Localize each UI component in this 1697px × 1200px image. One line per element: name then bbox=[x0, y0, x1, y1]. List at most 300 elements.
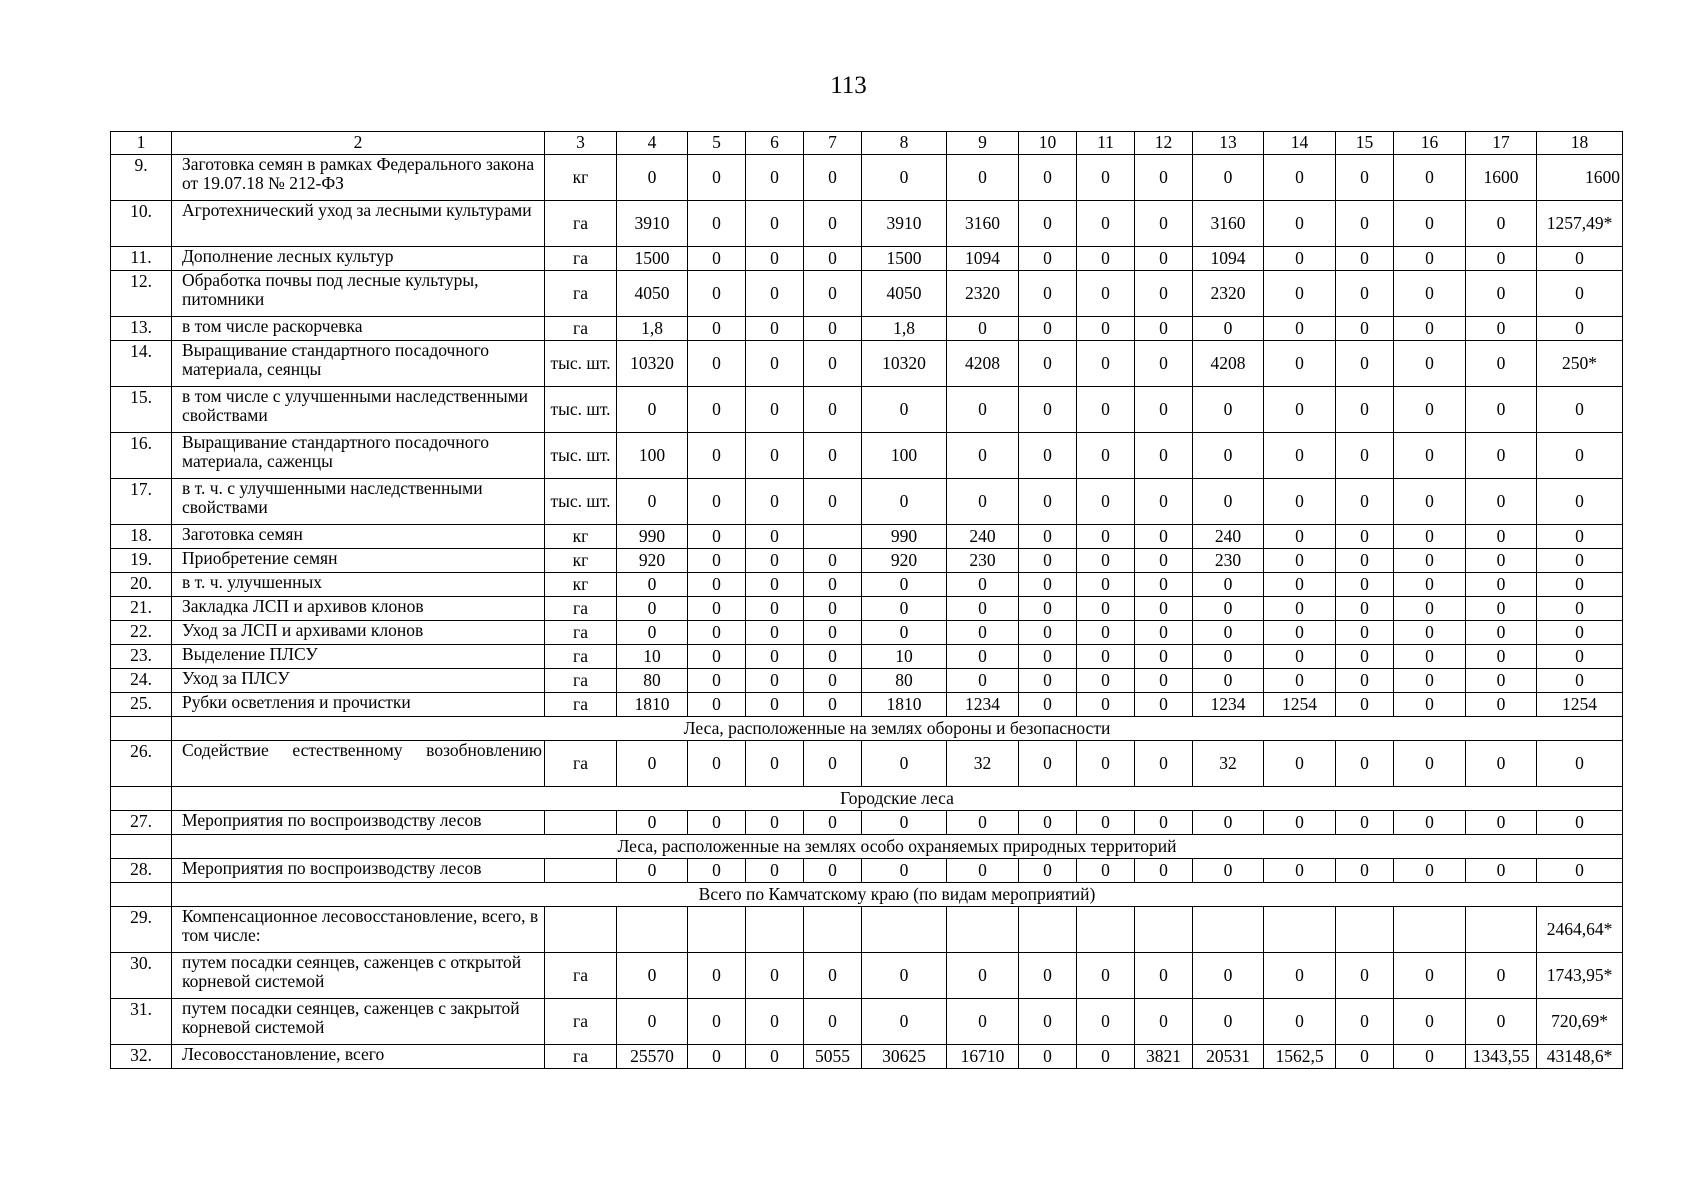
table-row bbox=[111, 341, 1623, 387]
value-cell: 0 bbox=[1135, 741, 1193, 787]
value-cell: 0 bbox=[1394, 621, 1466, 645]
value-cell: 0 bbox=[862, 859, 947, 883]
value-cell: 0 bbox=[1019, 479, 1077, 525]
row-number: 15. bbox=[111, 387, 172, 433]
value-cell: 0 bbox=[1193, 573, 1264, 597]
value-cell: 0 bbox=[1336, 693, 1394, 717]
section-empty-cell bbox=[111, 883, 172, 907]
value-cell: 0 bbox=[617, 999, 688, 1045]
value-cell: 100 bbox=[862, 433, 947, 479]
value-cell: 0 bbox=[1466, 525, 1537, 549]
value-cell: 4208 bbox=[947, 341, 1019, 387]
value-cell: 0 bbox=[688, 155, 746, 201]
value-cell: 230 bbox=[947, 549, 1019, 573]
value-cell: 0 bbox=[1394, 201, 1466, 247]
value-cell: 0 bbox=[1394, 811, 1466, 835]
table-row bbox=[111, 597, 1623, 621]
value-cell: 0 bbox=[1264, 549, 1336, 573]
value-cell: 0 bbox=[1466, 573, 1537, 597]
value-cell: 0 bbox=[1135, 573, 1193, 597]
value-cell: 0 bbox=[746, 621, 804, 645]
value-cell: 1,8 bbox=[862, 317, 947, 341]
section-row bbox=[111, 835, 1623, 859]
row-number: 17. bbox=[111, 479, 172, 525]
value-cell: 4050 bbox=[617, 271, 688, 317]
value-cell: 0 bbox=[617, 953, 688, 999]
unit-cell: га bbox=[545, 621, 617, 645]
reforestation-table bbox=[110, 131, 1623, 1069]
activity-name: путем посадки сеянцев, саженцев с закрытой корневой системой bbox=[172, 999, 545, 1045]
value-cell: 0 bbox=[804, 549, 862, 573]
unit-cell: га bbox=[545, 669, 617, 693]
value-cell: 0 bbox=[1394, 479, 1466, 525]
value-cell: 0 bbox=[1077, 693, 1135, 717]
value-cell: 0 bbox=[1077, 479, 1135, 525]
value-cell: 0 bbox=[1336, 387, 1394, 433]
value-cell: 0 bbox=[746, 433, 804, 479]
value-cell: 4208 bbox=[1193, 341, 1264, 387]
row-number: 21. bbox=[111, 597, 172, 621]
unit-cell: кг bbox=[545, 525, 617, 549]
value-cell: 0 bbox=[1264, 525, 1336, 549]
value-cell: 0 bbox=[1264, 433, 1336, 479]
value-cell: 80 bbox=[862, 669, 947, 693]
value-cell: 1600 bbox=[1537, 155, 1623, 201]
value-cell: 0 bbox=[746, 645, 804, 669]
value-cell: 0 bbox=[746, 693, 804, 717]
value-cell: 0 bbox=[1077, 201, 1135, 247]
value-cell bbox=[1193, 907, 1264, 953]
value-cell: 0 bbox=[1394, 1045, 1466, 1069]
value-cell: 0 bbox=[746, 525, 804, 549]
table-row bbox=[111, 953, 1623, 999]
value-cell: 0 bbox=[1336, 155, 1394, 201]
value-cell: 2320 bbox=[947, 271, 1019, 317]
value-cell: 0 bbox=[1466, 621, 1537, 645]
value-cell: 0 bbox=[1336, 341, 1394, 387]
unit-cell: га bbox=[545, 741, 617, 787]
value-cell: 4050 bbox=[862, 271, 947, 317]
value-cell: 0 bbox=[617, 597, 688, 621]
value-cell: 0 bbox=[1077, 597, 1135, 621]
value-cell: 0 bbox=[1394, 341, 1466, 387]
value-cell: 0 bbox=[1394, 741, 1466, 787]
activity-name: Приобретение семян bbox=[172, 549, 545, 573]
activity-name: Выделение ПЛСУ bbox=[172, 645, 545, 669]
value-cell: 0 bbox=[1466, 693, 1537, 717]
value-cell: 0 bbox=[746, 999, 804, 1045]
value-cell: 0 bbox=[1264, 387, 1336, 433]
value-cell: 0 bbox=[1466, 387, 1537, 433]
value-cell bbox=[1466, 907, 1537, 953]
value-cell: 250* bbox=[1537, 341, 1623, 387]
value-cell: 0 bbox=[1135, 479, 1193, 525]
table-row bbox=[111, 247, 1623, 271]
value-cell: 0 bbox=[1019, 201, 1077, 247]
value-cell: 0 bbox=[1019, 1045, 1077, 1069]
value-cell: 0 bbox=[804, 999, 862, 1045]
value-cell: 0 bbox=[1019, 999, 1077, 1045]
column-number: 6 bbox=[746, 132, 804, 155]
value-cell: 0 bbox=[1466, 549, 1537, 573]
value-cell: 0 bbox=[1537, 621, 1623, 645]
unit-cell: га bbox=[545, 317, 617, 341]
value-cell: 0 bbox=[1466, 271, 1537, 317]
value-cell: 0 bbox=[1077, 433, 1135, 479]
activity-name: Мероприятия по воспроизводству лесов bbox=[172, 859, 545, 883]
value-cell: 0 bbox=[1077, 669, 1135, 693]
column-number: 16 bbox=[1394, 132, 1466, 155]
value-cell: 0 bbox=[804, 433, 862, 479]
value-cell: 0 bbox=[688, 573, 746, 597]
value-cell: 0 bbox=[1336, 317, 1394, 341]
value-cell: 1500 bbox=[862, 247, 947, 271]
unit-cell: кг bbox=[545, 155, 617, 201]
value-cell: 0 bbox=[1193, 317, 1264, 341]
value-cell: 0 bbox=[1193, 645, 1264, 669]
column-number: 17 bbox=[1466, 132, 1537, 155]
value-cell: 0 bbox=[1135, 645, 1193, 669]
value-cell: 0 bbox=[688, 317, 746, 341]
unit-cell: кг bbox=[545, 549, 617, 573]
value-cell bbox=[1264, 907, 1336, 953]
activity-name: Содействие естественному возобновлению bbox=[172, 741, 545, 787]
table-row bbox=[111, 669, 1623, 693]
table-row bbox=[111, 317, 1623, 341]
unit-cell bbox=[545, 907, 617, 953]
value-cell: 0 bbox=[1077, 1045, 1135, 1069]
section-row bbox=[111, 717, 1623, 741]
value-cell: 0 bbox=[617, 573, 688, 597]
value-cell: 0 bbox=[1336, 201, 1394, 247]
column-number: 14 bbox=[1264, 132, 1336, 155]
value-cell: 0 bbox=[1135, 811, 1193, 835]
value-cell: 1234 bbox=[947, 693, 1019, 717]
value-cell: 0 bbox=[804, 645, 862, 669]
value-cell: 0 bbox=[1135, 155, 1193, 201]
value-cell: 0 bbox=[1077, 525, 1135, 549]
value-cell: 0 bbox=[746, 741, 804, 787]
value-cell: 0 bbox=[1537, 859, 1623, 883]
activity-name: путем посадки сеянцев, саженцев с открытой корневой системой bbox=[172, 953, 545, 999]
value-cell: 1254 bbox=[1264, 693, 1336, 717]
value-cell: 0 bbox=[1135, 669, 1193, 693]
value-cell: 0 bbox=[1537, 433, 1623, 479]
value-cell: 0 bbox=[1077, 999, 1135, 1045]
value-cell: 0 bbox=[804, 741, 862, 787]
value-cell: 1343,55 bbox=[1466, 1045, 1537, 1069]
unit-cell: га bbox=[545, 247, 617, 271]
value-cell: 0 bbox=[1336, 549, 1394, 573]
value-cell bbox=[746, 907, 804, 953]
value-cell: 0 bbox=[1336, 247, 1394, 271]
value-cell: 0 bbox=[1336, 953, 1394, 999]
activity-name: в том числе с улучшенными наследственными свойствами bbox=[172, 387, 545, 433]
value-cell: 1810 bbox=[862, 693, 947, 717]
value-cell: 0 bbox=[1077, 549, 1135, 573]
value-cell: 0 bbox=[1336, 811, 1394, 835]
row-number: 25. bbox=[111, 693, 172, 717]
unit-cell: тыс. шт. bbox=[545, 479, 617, 525]
value-cell: 0 bbox=[1019, 741, 1077, 787]
value-cell: 230 bbox=[1193, 549, 1264, 573]
value-cell: 0 bbox=[688, 645, 746, 669]
table-row bbox=[111, 999, 1623, 1045]
value-cell: 0 bbox=[804, 953, 862, 999]
value-cell: 0 bbox=[1264, 741, 1336, 787]
value-cell: 0 bbox=[688, 999, 746, 1045]
value-cell: 0 bbox=[862, 479, 947, 525]
value-cell: 1562,5 bbox=[1264, 1045, 1336, 1069]
value-cell: 0 bbox=[804, 317, 862, 341]
value-cell: 0 bbox=[862, 573, 947, 597]
value-cell: 0 bbox=[1336, 669, 1394, 693]
row-number: 11. bbox=[111, 247, 172, 271]
unit-cell: га bbox=[545, 953, 617, 999]
value-cell: 0 bbox=[1135, 525, 1193, 549]
value-cell: 0 bbox=[1264, 953, 1336, 999]
value-cell: 0 bbox=[804, 155, 862, 201]
value-cell: 0 bbox=[1537, 317, 1623, 341]
unit-cell: га bbox=[545, 645, 617, 669]
value-cell: 0 bbox=[1077, 573, 1135, 597]
value-cell: 0 bbox=[1537, 247, 1623, 271]
value-cell: 0 bbox=[1336, 597, 1394, 621]
row-number: 20. bbox=[111, 573, 172, 597]
value-cell: 0 bbox=[1537, 597, 1623, 621]
value-cell: 0 bbox=[1019, 341, 1077, 387]
value-cell: 0 bbox=[1336, 271, 1394, 317]
value-cell: 0 bbox=[1135, 433, 1193, 479]
table-row bbox=[111, 811, 1623, 835]
value-cell: 0 bbox=[746, 271, 804, 317]
value-cell: 0 bbox=[617, 479, 688, 525]
value-cell: 0 bbox=[1193, 155, 1264, 201]
value-cell: 0 bbox=[1264, 645, 1336, 669]
value-cell: 10320 bbox=[862, 341, 947, 387]
value-cell: 720,69* bbox=[1537, 999, 1623, 1045]
value-cell bbox=[617, 907, 688, 953]
value-cell: 0 bbox=[746, 859, 804, 883]
value-cell: 0 bbox=[688, 201, 746, 247]
section-empty-cell bbox=[111, 787, 172, 811]
value-cell: 0 bbox=[1135, 201, 1193, 247]
row-number: 23. bbox=[111, 645, 172, 669]
value-cell: 3910 bbox=[617, 201, 688, 247]
value-cell: 0 bbox=[1466, 247, 1537, 271]
value-cell: 0 bbox=[1394, 999, 1466, 1045]
activity-name: Рубки осветления и прочистки bbox=[172, 693, 545, 717]
value-cell: 0 bbox=[1394, 387, 1466, 433]
value-cell: 0 bbox=[1135, 387, 1193, 433]
value-cell: 0 bbox=[688, 693, 746, 717]
value-cell: 0 bbox=[1394, 645, 1466, 669]
value-cell: 1094 bbox=[1193, 247, 1264, 271]
column-number: 1 bbox=[111, 132, 172, 155]
value-cell: 0 bbox=[804, 597, 862, 621]
value-cell: 0 bbox=[1336, 525, 1394, 549]
value-cell: 0 bbox=[804, 271, 862, 317]
value-cell: 0 bbox=[746, 1045, 804, 1069]
section-title: Городские леса bbox=[172, 787, 1623, 811]
value-cell: 43148,6* bbox=[1537, 1045, 1623, 1069]
value-cell: 0 bbox=[617, 621, 688, 645]
value-cell: 0 bbox=[1264, 999, 1336, 1045]
value-cell: 0 bbox=[688, 1045, 746, 1069]
table-row bbox=[111, 525, 1623, 549]
value-cell: 0 bbox=[947, 433, 1019, 479]
activity-name: Уход за ПЛСУ bbox=[172, 669, 545, 693]
value-cell: 0 bbox=[1537, 271, 1623, 317]
table-row bbox=[111, 693, 1623, 717]
value-cell: 920 bbox=[862, 549, 947, 573]
value-cell: 0 bbox=[1394, 271, 1466, 317]
row-number: 27. bbox=[111, 811, 172, 835]
table-row bbox=[111, 573, 1623, 597]
value-cell: 0 bbox=[1264, 341, 1336, 387]
value-cell: 0 bbox=[1537, 669, 1623, 693]
value-cell: 0 bbox=[1019, 549, 1077, 573]
column-number: 13 bbox=[1193, 132, 1264, 155]
value-cell: 0 bbox=[1077, 271, 1135, 317]
value-cell: 0 bbox=[1264, 859, 1336, 883]
unit-cell: тыс. шт. bbox=[545, 341, 617, 387]
value-cell: 100 bbox=[617, 433, 688, 479]
row-number: 14. bbox=[111, 341, 172, 387]
row-number: 31. bbox=[111, 999, 172, 1045]
unit-cell: га bbox=[545, 1045, 617, 1069]
value-cell: 0 bbox=[746, 317, 804, 341]
row-number: 13. bbox=[111, 317, 172, 341]
value-cell: 5055 bbox=[804, 1045, 862, 1069]
value-cell: 0 bbox=[1264, 317, 1336, 341]
value-cell: 0 bbox=[1394, 693, 1466, 717]
value-cell: 0 bbox=[1336, 999, 1394, 1045]
value-cell: 1234 bbox=[1193, 693, 1264, 717]
value-cell: 0 bbox=[1466, 811, 1537, 835]
unit-cell: га bbox=[545, 271, 617, 317]
value-cell: 3160 bbox=[1193, 201, 1264, 247]
table-row bbox=[111, 479, 1623, 525]
value-cell: 0 bbox=[688, 247, 746, 271]
value-cell: 0 bbox=[804, 573, 862, 597]
section-empty-cell bbox=[111, 717, 172, 741]
unit-cell bbox=[545, 811, 617, 835]
activity-name: Выращивание стандартного посадочного материала, саженцы bbox=[172, 433, 545, 479]
value-cell: 0 bbox=[862, 621, 947, 645]
value-cell: 0 bbox=[1077, 247, 1135, 271]
value-cell: 0 bbox=[1019, 155, 1077, 201]
value-cell: 0 bbox=[947, 597, 1019, 621]
value-cell: 0 bbox=[688, 549, 746, 573]
value-cell: 0 bbox=[947, 953, 1019, 999]
row-number: 19. bbox=[111, 549, 172, 573]
value-cell: 0 bbox=[1135, 341, 1193, 387]
value-cell: 0 bbox=[1264, 621, 1336, 645]
value-cell: 0 bbox=[862, 741, 947, 787]
table-row bbox=[111, 859, 1623, 883]
row-number: 29. bbox=[111, 907, 172, 953]
value-cell: 0 bbox=[746, 549, 804, 573]
value-cell: 0 bbox=[688, 953, 746, 999]
value-cell: 0 bbox=[688, 741, 746, 787]
value-cell: 0 bbox=[746, 155, 804, 201]
value-cell: 0 bbox=[862, 387, 947, 433]
row-number: 18. bbox=[111, 525, 172, 549]
value-cell: 0 bbox=[1077, 645, 1135, 669]
activity-name: Мероприятия по воспроизводству лесов bbox=[172, 811, 545, 835]
value-cell: 0 bbox=[1135, 549, 1193, 573]
column-number: 7 bbox=[804, 132, 862, 155]
value-cell: 0 bbox=[1135, 953, 1193, 999]
row-number: 9. bbox=[111, 155, 172, 201]
value-cell: 0 bbox=[1193, 387, 1264, 433]
value-cell: 0 bbox=[1264, 201, 1336, 247]
row-number: 16. bbox=[111, 433, 172, 479]
column-number: 8 bbox=[862, 132, 947, 155]
value-cell: 0 bbox=[617, 811, 688, 835]
value-cell: 0 bbox=[688, 479, 746, 525]
table-row bbox=[111, 433, 1623, 479]
value-cell: 0 bbox=[688, 525, 746, 549]
value-cell: 0 bbox=[1193, 999, 1264, 1045]
column-number-row bbox=[111, 132, 1623, 155]
value-cell: 0 bbox=[1019, 247, 1077, 271]
value-cell: 0 bbox=[617, 155, 688, 201]
value-cell: 0 bbox=[1394, 247, 1466, 271]
value-cell bbox=[1077, 907, 1135, 953]
value-cell: 0 bbox=[947, 811, 1019, 835]
value-cell: 0 bbox=[1077, 741, 1135, 787]
value-cell: 0 bbox=[947, 573, 1019, 597]
row-number: 30. bbox=[111, 953, 172, 999]
value-cell: 0 bbox=[1019, 433, 1077, 479]
value-cell: 0 bbox=[1077, 621, 1135, 645]
table-row bbox=[111, 1045, 1623, 1069]
unit-cell: тыс. шт. bbox=[545, 387, 617, 433]
value-cell: 0 bbox=[1537, 549, 1623, 573]
value-cell: 0 bbox=[1193, 953, 1264, 999]
value-cell: 0 bbox=[1193, 597, 1264, 621]
value-cell: 0 bbox=[1336, 645, 1394, 669]
value-cell: 0 bbox=[1264, 597, 1336, 621]
value-cell: 0 bbox=[862, 155, 947, 201]
activity-name: Заготовка семян в рамках Федерального закона от 19.07.18 № 212-ФЗ bbox=[172, 155, 545, 201]
value-cell: 0 bbox=[1466, 645, 1537, 669]
value-cell: 0 bbox=[1466, 479, 1537, 525]
value-cell: 0 bbox=[1019, 669, 1077, 693]
value-cell: 0 bbox=[1394, 953, 1466, 999]
value-cell: 80 bbox=[617, 669, 688, 693]
value-cell: 0 bbox=[688, 271, 746, 317]
value-cell: 10320 bbox=[617, 341, 688, 387]
column-number: 10 bbox=[1019, 132, 1077, 155]
value-cell: 0 bbox=[1466, 433, 1537, 479]
value-cell: 0 bbox=[688, 387, 746, 433]
value-cell: 2464,64* bbox=[1537, 907, 1623, 953]
value-cell: 920 bbox=[617, 549, 688, 573]
value-cell: 0 bbox=[862, 811, 947, 835]
value-cell: 0 bbox=[1264, 669, 1336, 693]
value-cell: 0 bbox=[1336, 573, 1394, 597]
value-cell: 0 bbox=[1394, 859, 1466, 883]
activity-name: Дополнение лесных культур bbox=[172, 247, 545, 271]
value-cell: 0 bbox=[1193, 479, 1264, 525]
row-number: 28. bbox=[111, 859, 172, 883]
value-cell: 0 bbox=[688, 597, 746, 621]
unit-cell: га bbox=[545, 693, 617, 717]
value-cell: 240 bbox=[1193, 525, 1264, 549]
